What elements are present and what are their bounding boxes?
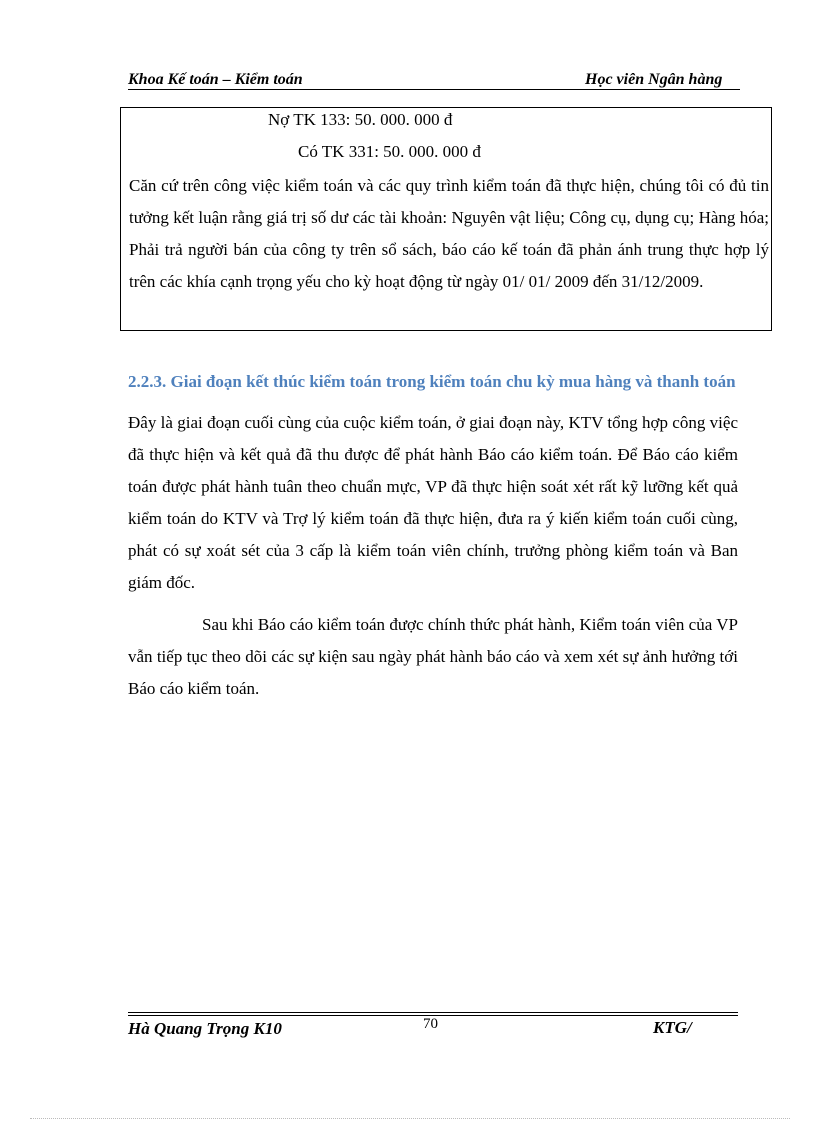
page-edge-dots — [30, 1118, 790, 1119]
footer-author: Hà Quang Trọng K10 — [128, 1019, 282, 1038]
footer-class-code: KTG/ — [653, 1018, 692, 1037]
audit-conclusion: Căn cứ trên công việc kiểm toán và các quy trình kiểm toán đã thực hiện, chúng tôi có đủ tin tưởng kết luận rằng giá trị số dư các tài khoản: Nguyên vật liệu; Công cụ, dụng cụ; Hàng hóa; Phải trả người bán của công ty trên sổ sách, báo cáo kế toán đã phản ánh trung thực hợp lý trên các khía cạnh trọng yếu cho kỳ hoạt động từ ngày 01/ 01/ 2009 đến 31/12/2009. — [129, 176, 769, 291]
paragraph-1: Đây là giai đoạn cuối cùng của cuộc kiểm toán, ở giai đoạn này, KTV tổng hợp công việc đã thực hiện và kết quả đã thu được để phát hành Báo cáo kiểm toán. Để Báo cáo kiểm toán được phát hành tuân theo chuẩn mực, VP đã thực hiện soát xét rất kỹ lưỡng kết quả kiểm toán do KTV và Trợ lý kiểm toán đã thực hiện, đưa ra ý kiến kiểm toán cuối cùng, phát có sự xoát sét của 3 cấp là kiểm toán viên chính, trưởng phòng kiểm toán và Ban giám đốc. — [128, 413, 738, 592]
section-heading: 2.2.3. Giai đoạn kết thúc kiểm toán trong kiểm toán chu kỳ mua hàng và thanh toán — [128, 372, 736, 391]
paragraph-2: Sau khi Báo cáo kiểm toán được chính thức phát hành, Kiểm toán viên của VP vẫn tiếp tục theo dõi các sự kiện sau ngày phát hành báo cáo và xem xét sự ảnh hưởng tới Báo cáo kiểm toán. — [128, 615, 738, 698]
header-institution: Học viên Ngân hàng — [585, 71, 723, 88]
debit-entry: Nợ TK 133: 50. 000. 000 đ — [268, 110, 453, 129]
footer-rule-top — [128, 1012, 738, 1013]
header-rule — [128, 89, 740, 90]
header-faculty: Khoa Kế toán – Kiểm toán — [128, 71, 303, 88]
page-number: 70 — [423, 1016, 438, 1032]
credit-entry: Có TK 331: 50. 000. 000 đ — [298, 142, 481, 161]
journal-entry-box — [120, 107, 772, 331]
